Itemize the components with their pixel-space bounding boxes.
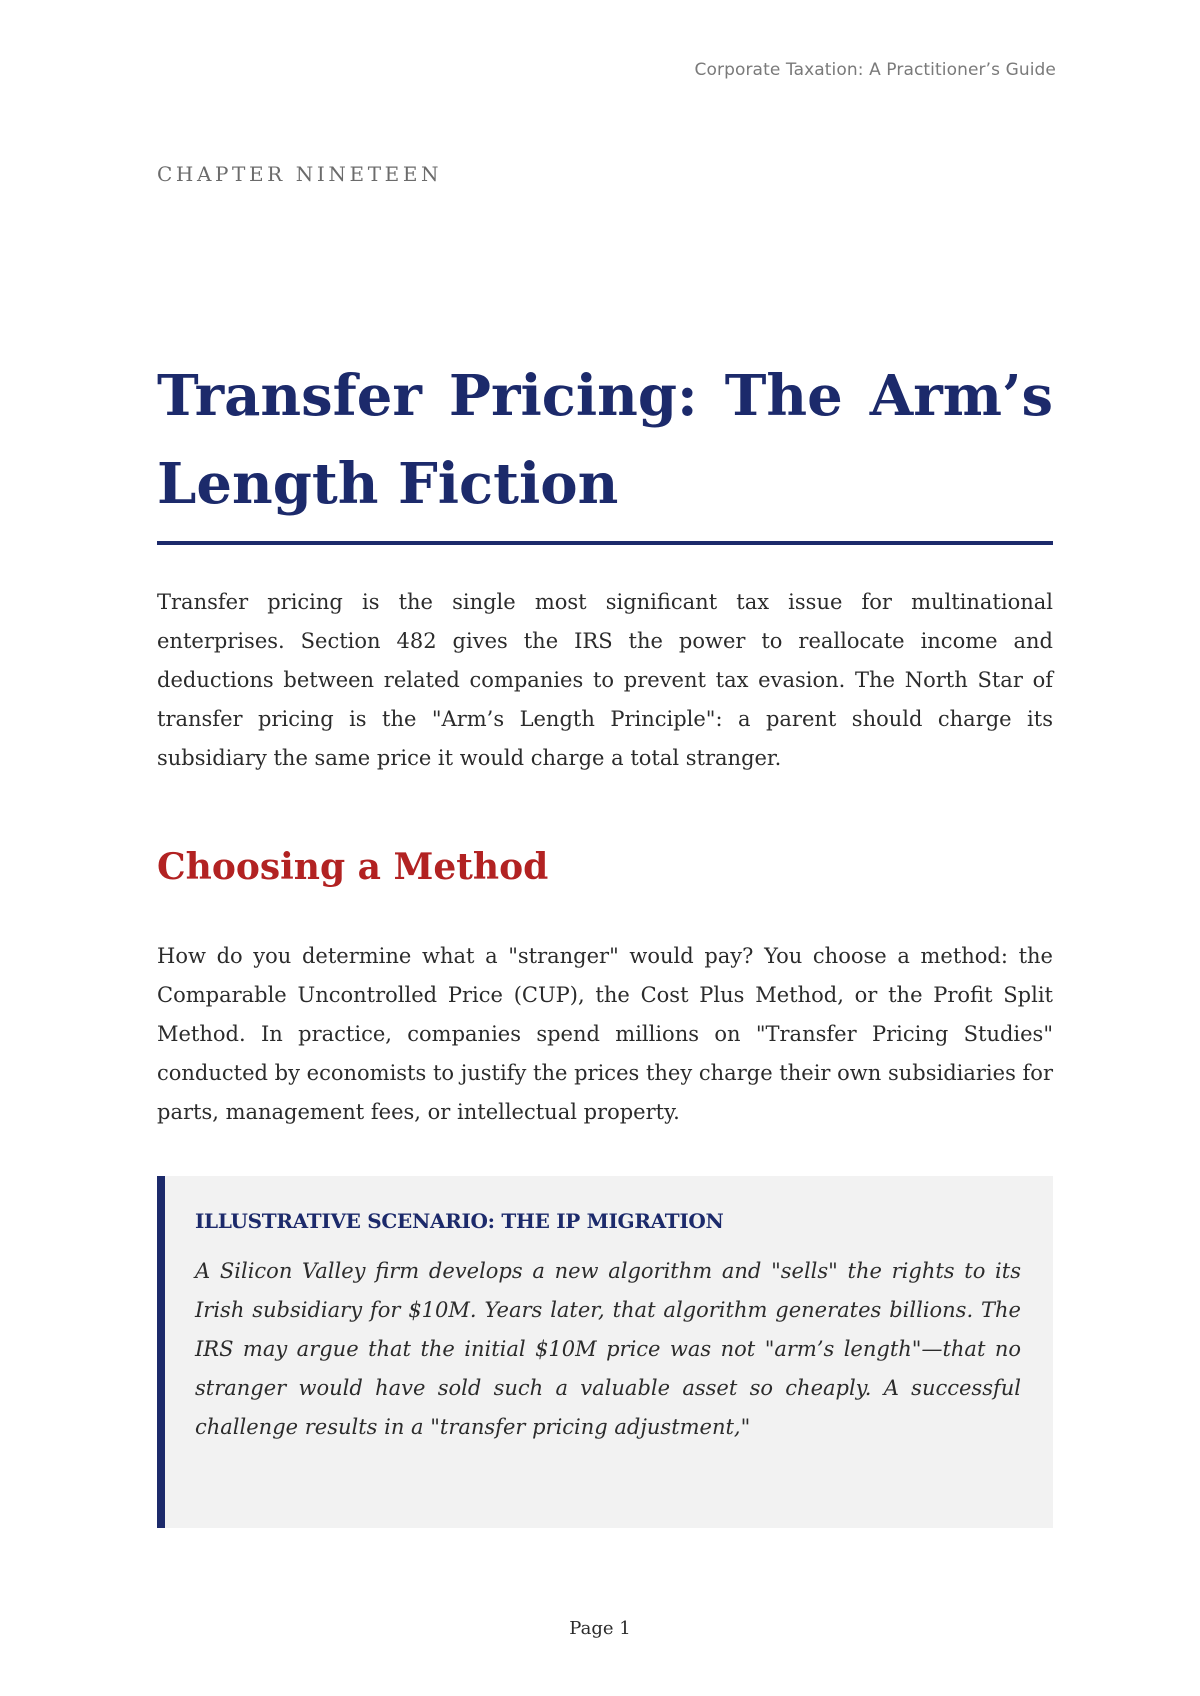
chapter-label: CHAPTER NINETEEN — [157, 162, 443, 186]
page-number: Page 1 — [569, 1618, 631, 1639]
scenario-callout — [157, 1176, 1053, 1528]
callout-title: ILLUSTRATIVE SCENARIO: THE IP MIGRATION — [195, 1209, 724, 1233]
running-header: Corporate Taxation: A Practitioner’s Guide — [694, 60, 1056, 80]
method-paragraph: How do you determine what a "stranger" would pay? You choose a method: the Comparable Uncontrolled Price (CUP), the Cost Plus Method, or the Profit Split Method. In practice, companies spend millions on "Transfer Pricing Studies" conducted by economists to justify the prices they charge their own subsidiaries for parts, management fees, or intellectual property. — [157, 944, 1053, 1124]
title-divider — [157, 541, 1053, 545]
callout-text: A Silicon Valley firm develops a new algorithm and "sells" the rights to its Irish subsidiary for $10M. Years later, that algorithm generates billions. The IRS may argue that the initial $10M price was not "arm’s length"—that no stranger would have sold such a valuable asset so cheaply. A successful challenge results in a "transfer pricing adjustment," — [195, 1259, 1021, 1439]
section-heading: Choosing a Method — [157, 846, 549, 888]
chapter-title: Transfer Pricing: The Arm’s Length Fiction — [157, 363, 1053, 517]
intro-paragraph: Transfer pricing is the single most significant tax issue for multinational enterprises. Section 482 gives the IRS the power to reallocate income and deductions between related companies to prevent tax evasion. The North Star of transfer pricing is the "Arm’s Length Principle": a parent should charge its subsidiary the same price it would charge a total stranger. — [157, 590, 1053, 770]
